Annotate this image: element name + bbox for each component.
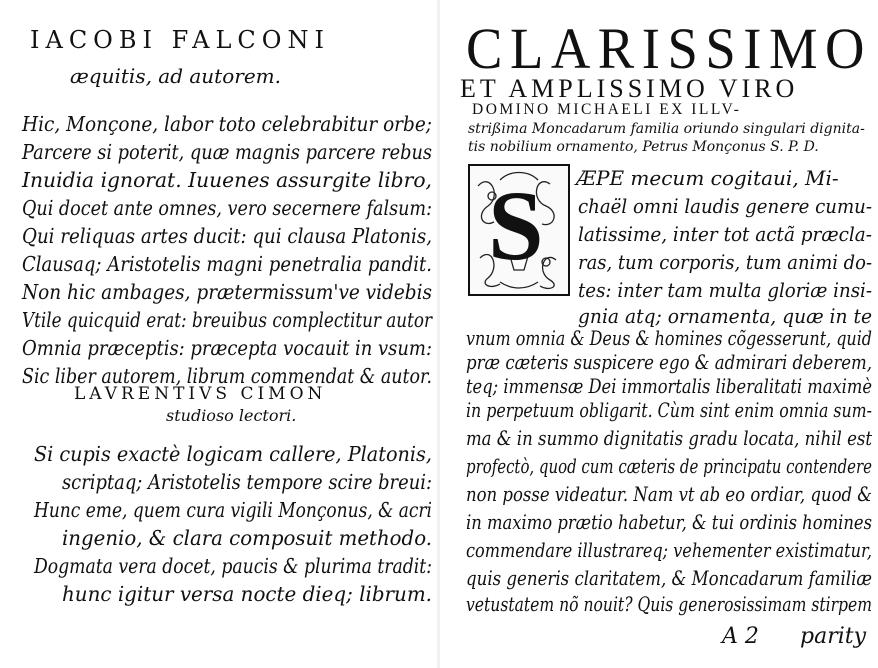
body-line: profectò, quod cum cæteris de principatu contendere — [466, 454, 872, 478]
left-heading-lectori: studioso lectori. — [166, 406, 297, 425]
left-heading-cimon: LAVRENTIVS CIMON — [74, 384, 327, 404]
body-line: in perpetuum obligarit. Cùm sint enim omnia sum- — [466, 398, 872, 422]
text-beside-initial: ÆPE mecum cogitaui, Mi- — [576, 166, 839, 190]
poem1-line: Inuidia ignorat. Iuuenes assurgite libro, — [22, 168, 432, 192]
left-heading-subtitle: æquitis, ad autorem. — [70, 64, 281, 88]
left-heading-author: IACOBI FALCONI — [30, 26, 330, 54]
dedication-line-1: DOMINO MICHAELI EX ILLV- — [472, 101, 742, 118]
text-beside-initial: chaël omni laudis genere cumu- — [578, 194, 872, 218]
dedication-subtitle: ET AMPLISSIMO VIRO — [460, 74, 799, 103]
poem1-line: Omnia præceptis: præcepta vocauit in vsum: — [22, 336, 432, 360]
body-line: vnum omnia & Deus & homines cõgesserunt, quid — [466, 326, 872, 350]
poem2-line: Si cupis exactè logicam callere, Platonis, — [34, 442, 432, 466]
catchword: parity — [800, 624, 867, 649]
dedication-line-3: tis nobilium ornamento, Petrus Monçonus S. P. D. — [468, 139, 819, 155]
body-line: commendare illustrareq; vehementer existimatur, — [466, 538, 872, 562]
text-beside-initial: gnia atq; ornamenta, quæ in te — [578, 304, 872, 328]
poem2-line: Dogmata vera docet, paucis & plurima tradit: — [34, 554, 432, 578]
body-line: quis generis claritatem, & Moncadarum familiæ — [466, 566, 872, 590]
poem1-line: Hic, Monçone, labor toto celebrabitur orbe; — [22, 112, 432, 136]
poem1-line: Non hic ambages, prætermissum've videbis — [22, 280, 432, 304]
poem1-line: Parcere si poterit, quæ magnis parcere rebus — [22, 140, 432, 164]
initial-letter: S — [488, 170, 544, 281]
poem2-line: ingenio, & clara composuit methodo. — [62, 526, 432, 550]
body-line: teq; immensæ Dei immortalis liberalitati maximè — [466, 374, 872, 398]
body-line: præ cæteris suspicere ego & admirari deberem, — [466, 350, 872, 374]
body-line: vetustatem nõ nouit? Quis generosissimam stirpem — [466, 592, 872, 616]
dedication-title: CLARISSIMO — [466, 16, 872, 81]
body-line: non posse videatur. Nam vt ab eo ordiar, quod & — [466, 482, 872, 506]
poem1-line: Qui reliquas artes ducit: qui clausa Platonis, — [22, 224, 432, 248]
poem1-line: Vtile quicquid erat: breuibus complectitur autor — [22, 308, 432, 332]
poem2-line: scriptaq; Aristotelis tempore scire breui: — [62, 470, 432, 494]
text-beside-initial: latissime, inter tot actã præcla- — [578, 222, 872, 246]
text-beside-initial: ras, tum corporis, tum animi do- — [578, 250, 872, 274]
poem1-line: Sic liber autorem, librum commendat & autor. — [22, 364, 432, 388]
signature-mark: A 2 — [722, 624, 759, 649]
poem2-line: hunc igitur versa nocte dieq; librum. — [62, 582, 432, 606]
decorated-initial — [468, 164, 570, 296]
dedication-line-2: strißima Moncadarum familia oriundo singulari dignita- — [468, 121, 865, 137]
poem1-line: Qui docet ante omnes, vero secernere falsum: — [22, 196, 432, 220]
poem1-line: Clausaq; Aristotelis magni penetralia pandit. — [22, 252, 432, 276]
poem2-line: Hunc eme, quem cura vigili Monçonus, & acri — [34, 498, 432, 522]
body-line: ma & in summo dignitatis gradu locata, nihil est — [466, 426, 872, 450]
text-beside-initial: tes: inter tam multa gloriæ insi- — [578, 278, 872, 302]
body-line: in maximo prætio habetur, & tui ordinis homines — [466, 510, 872, 534]
